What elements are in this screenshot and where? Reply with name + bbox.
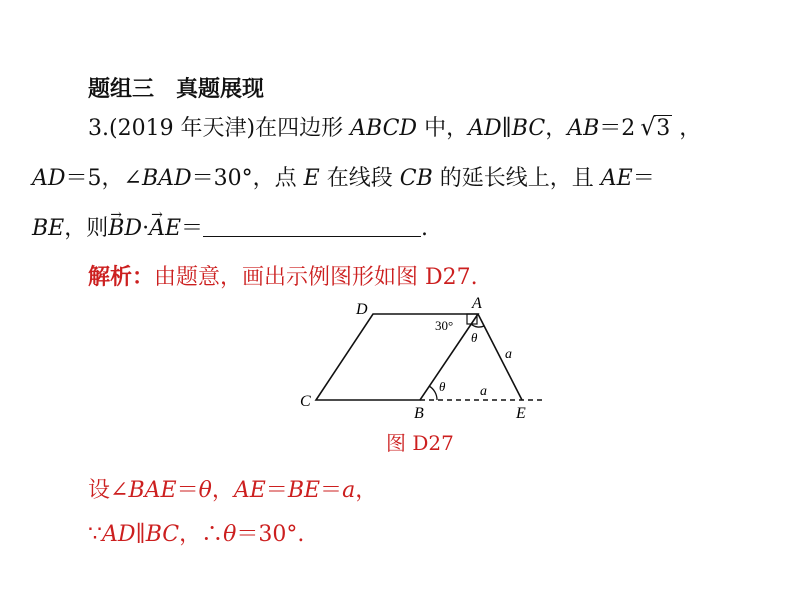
label-a-base: a [480,384,487,399]
parallel-symbol: ∥ [501,116,512,141]
label-theta-a: θ [471,330,478,345]
analysis-text: 由题意，画出示例图形如图 D27. [154,265,478,290]
solution-line-2 [88,520,304,550]
problem-text: ＝5，∠ [65,166,142,191]
problem-line-2 [32,164,655,194]
label-b: B [414,405,424,422]
var-cb: CB [399,166,433,191]
var-theta: θ [223,522,237,547]
var-theta: θ [198,478,212,503]
solution-text: ， [211,478,234,503]
solution-text: ＝30°. [236,522,305,547]
var-bc: BC [145,522,180,547]
answer-blank [203,216,421,237]
var-bc: BC [511,116,546,141]
var-e: E [303,166,320,191]
label-theta-b: θ [439,379,446,394]
sqrt-radicand: 3 [656,116,671,141]
problem-text: ＝ [632,166,655,191]
problem-text: ＝30°，点 [191,166,304,191]
angle-arc-b [429,386,437,400]
solution-text: ，∴ [179,522,224,547]
var-ad: AD [468,116,502,141]
problem-text: ， [672,116,702,141]
label-30-degrees: 30° [435,318,454,333]
because-symbol: ∵ [88,522,102,547]
analysis-label: 解析： [88,264,155,290]
problem-line-3 [32,214,428,244]
var-be: BE [287,478,321,503]
var-abcd: ABCD [350,116,418,141]
var-a: a [342,478,356,503]
label-a: A [472,295,482,312]
problem-text: 3.(2019 年天津)在四边形 [88,116,351,141]
section-heading: 题组三 真题展现 [88,77,265,102]
problem-text: ，则 [64,216,109,241]
problem-text: 的延长线上，且 [432,166,601,191]
problem-text: . [421,216,429,241]
var-be: BE [32,216,65,241]
label-d: D [356,301,368,318]
figure-d27 [296,292,560,428]
analysis-line [88,262,478,293]
solution-text: ＝ [265,478,288,503]
solution-text: 设∠ [88,478,129,503]
problem-text: 中， [417,116,469,141]
parallel-symbol: ∥ [135,522,146,547]
label-e: E [516,405,526,422]
vector-bd: BD → [108,214,142,244]
problem-line-1 [32,114,701,144]
var-ad: AD [102,522,136,547]
solution-text: ＝ [176,478,199,503]
var-bad: BAD [141,166,192,191]
var-ab: AB [567,116,600,141]
solution-text: ＝ [320,478,343,503]
problem-text: ＝ [181,216,204,241]
var-bae: BAE [128,478,177,503]
vector-ae: AE → [149,214,181,244]
label-c: C [300,393,311,410]
solution-text: ， [355,478,378,503]
parallelogram-abcd [316,314,478,400]
problem-text: ＝2 [599,116,643,141]
var-ae: AE [600,166,633,191]
dot-operator: · [142,216,150,241]
problem-text: ， [545,116,568,141]
var-ae: AE [233,478,266,503]
problem-text: 在线段 [319,166,400,191]
solution-line-1 [88,476,377,506]
figure-caption: 图 D27 [386,431,454,455]
sqrt-expression [642,114,672,144]
label-a-side: a [505,347,512,362]
var-ad: AD [32,166,66,191]
